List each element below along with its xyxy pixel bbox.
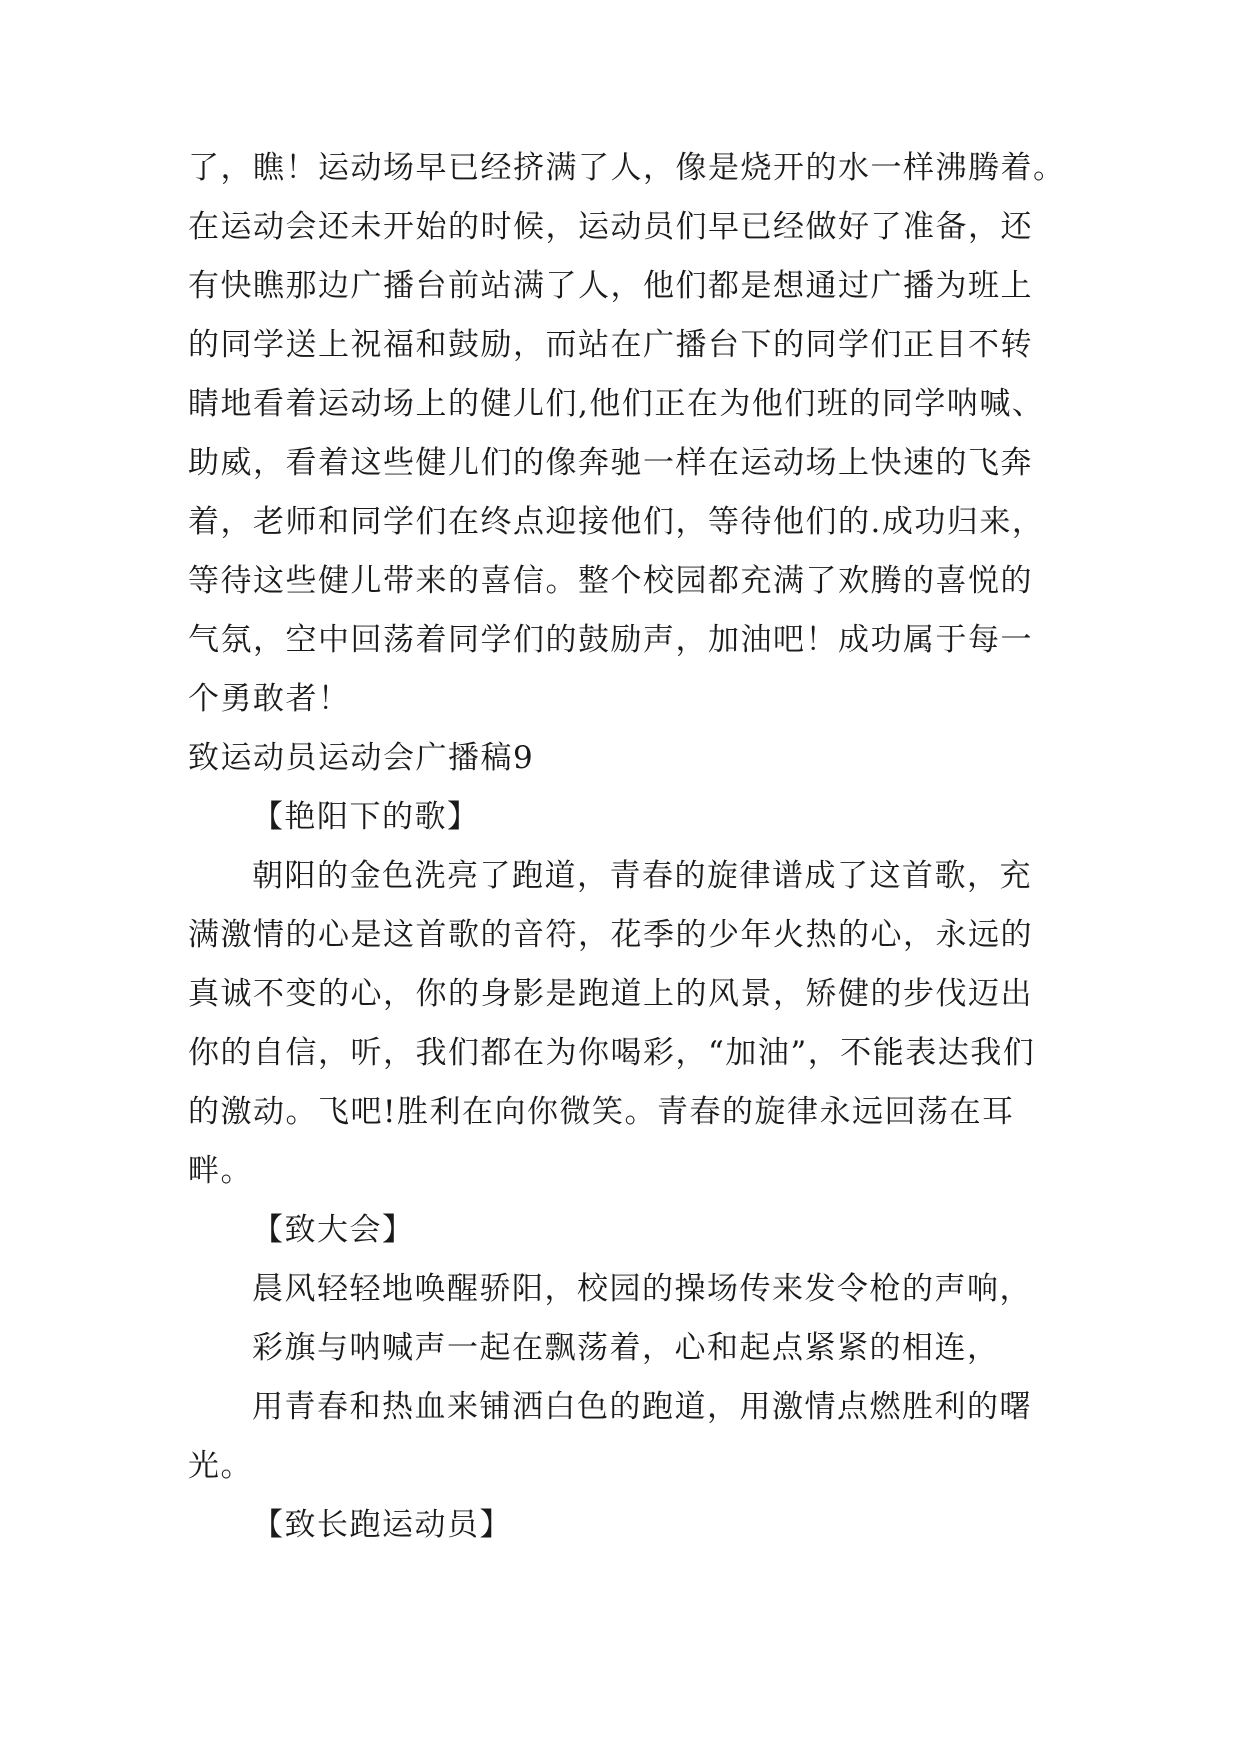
body-line: 畔。 (188, 1153, 253, 1189)
body-line: 助威，看着这些健儿们的像奔驰一样在运动场上快速的飞奔 (188, 445, 1033, 481)
body-line: 等待这些健儿带来的喜信。整个校园都充满了欢腾的喜悦的 (188, 563, 1033, 599)
body-line: 着，老师和同学们在终点迎接他们，等待他们的.成功归来， (188, 504, 1045, 540)
body-line: 有快瞧那边广播台前站满了人，他们都是想通过广播为班上 (188, 268, 1033, 304)
body-line: 满激情的心是这首歌的音符，花季的少年火热的心，永远的 (188, 917, 1033, 953)
body-line: 睛地看着运动场上的健儿们,他们正在为他们班的同学呐喊、 (188, 386, 1045, 422)
body-line: 个勇敢者！ (188, 681, 351, 717)
subheading: 【致大会】 (252, 1212, 415, 1248)
subheading: 【艳阳下的歌】 (252, 799, 480, 835)
body-line: 用青春和热血来铺洒白色的跑道，用激情点燃胜利的曙 (252, 1389, 1032, 1425)
body-line: 在运动会还未开始的时候，运动员们早已经做好了准备，还 (188, 209, 1033, 245)
body-line: 彩旗与呐喊声一起在飘荡着，心和起点紧紧的相连， (252, 1330, 1000, 1366)
body-line: 朝阳的金色洗亮了跑道，青春的旋律谱成了这首歌，充 (252, 858, 1032, 894)
body-line: 你的自信，听，我们都在为你喝彩，“加油”，不能表达我们 (188, 1035, 1036, 1071)
body-line: 的激动。飞吧!胜利在向你微笑。青春的旋律永远回荡在耳 (188, 1094, 1015, 1130)
body-line: 气氛，空中回荡着同学们的鼓励声，加油吧！成功属于每一 (188, 622, 1033, 658)
section-title: 致运动员运动会广播稿9 (188, 740, 535, 776)
body-line: 的同学送上祝福和鼓励，而站在广播台下的同学们正目不转 (188, 327, 1033, 363)
body-line: 晨风轻轻地唤醒骄阳，校园的操场传来发令枪的声响， (252, 1271, 1032, 1307)
subheading: 【致长跑运动员】 (252, 1507, 512, 1543)
body-line: 真诚不变的心，你的身影是跑道上的风景，矫健的步伐迈出 (188, 976, 1033, 1012)
body-line: 了，瞧！运动场早已经挤满了人，像是烧开的水一样沸腾着。 (188, 150, 1066, 186)
body-line: 光。 (188, 1448, 253, 1484)
